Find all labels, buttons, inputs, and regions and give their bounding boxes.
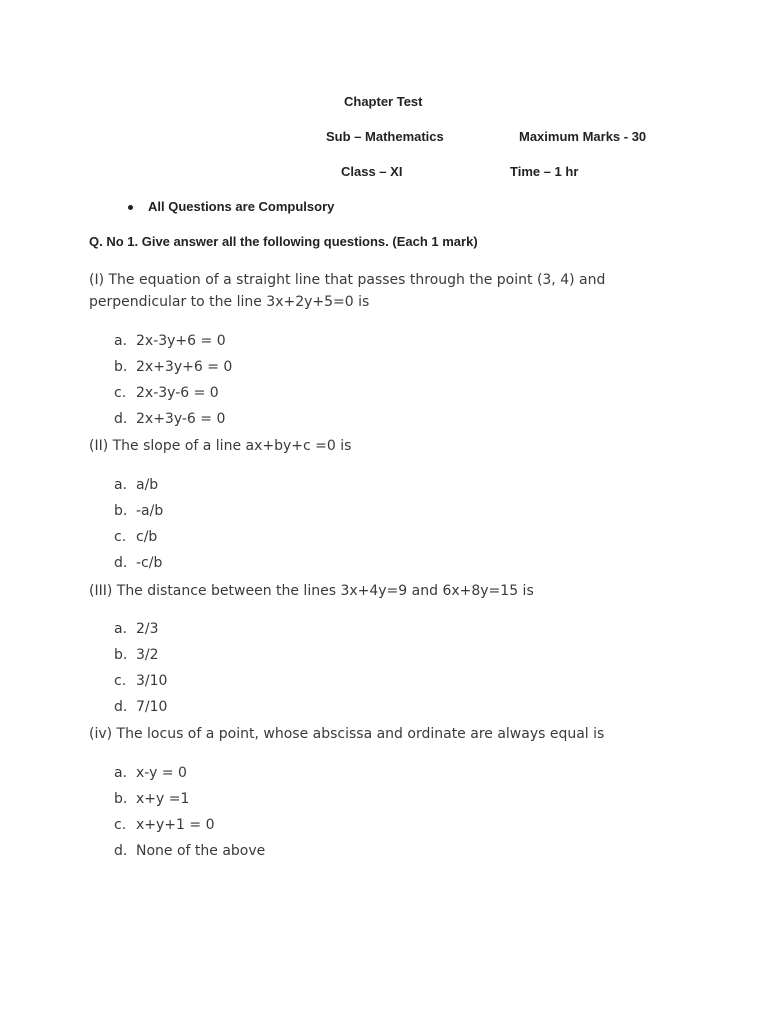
time-label: Time – 1 hr (510, 164, 579, 179)
question-2-option-d: d. -c/b (114, 555, 163, 571)
question-4 (89, 723, 649, 745)
question-2-option-b: b. -a/b (114, 503, 164, 519)
test-title: Chapter Test (344, 94, 423, 109)
question-2-option-a: a. a/b (114, 477, 159, 493)
question-4-option-d: d. None of the above (114, 843, 266, 859)
section-heading: Q. No 1. Give answer all the following questions. (Each 1 mark) (89, 234, 478, 249)
bullet-icon (128, 205, 133, 210)
max-marks-label: Maximum Marks - 30 (519, 129, 647, 144)
question-1-option-a: a. 2x-3y+6 = 0 (114, 333, 226, 349)
question-1 (89, 269, 649, 313)
question-1-line-2: perpendicular to the line 3x+2y+5=0 is (89, 294, 370, 310)
instruction-text: All Questions are Compulsory (148, 199, 335, 214)
question-3-option-a: a. 2/3 (114, 621, 159, 637)
subject-label: Sub – Mathematics (326, 129, 444, 144)
question-3-option-d: d. 7/10 (114, 699, 168, 715)
question-1-option-b: b. 2x+3y+6 = 0 (114, 359, 233, 375)
question-4-option-b: b. x+y =1 (114, 791, 190, 807)
question-3-option-c: c. 3/10 (114, 673, 168, 689)
question-3-option-b: b. 3/2 (114, 647, 159, 663)
question-2 (89, 435, 649, 457)
question-4-option-a: a. x-y = 0 (114, 765, 187, 781)
question-1-line-1: (I) The equation of a straight line that passes through the point (3, 4) and (89, 272, 606, 288)
class-label: Class – XI (341, 164, 403, 179)
question-1-option-d: d. 2x+3y-6 = 0 (114, 411, 226, 427)
question-3 (89, 580, 649, 602)
question-1-option-c: c. 2x-3y-6 = 0 (114, 385, 219, 401)
question-3-line-1: (III) The distance between the lines 3x+4y=9 and 6x+8y=15 is (89, 583, 534, 599)
question-2-line-1: (II) The slope of a line ax+by+c =0 is (89, 438, 352, 454)
question-4-line-1: (iv) The locus of a point, whose abscissa and ordinate are always equal is (89, 726, 605, 742)
question-4-option-c: c. x+y+1 = 0 (114, 817, 215, 833)
question-2-option-c: c. c/b (114, 529, 158, 545)
